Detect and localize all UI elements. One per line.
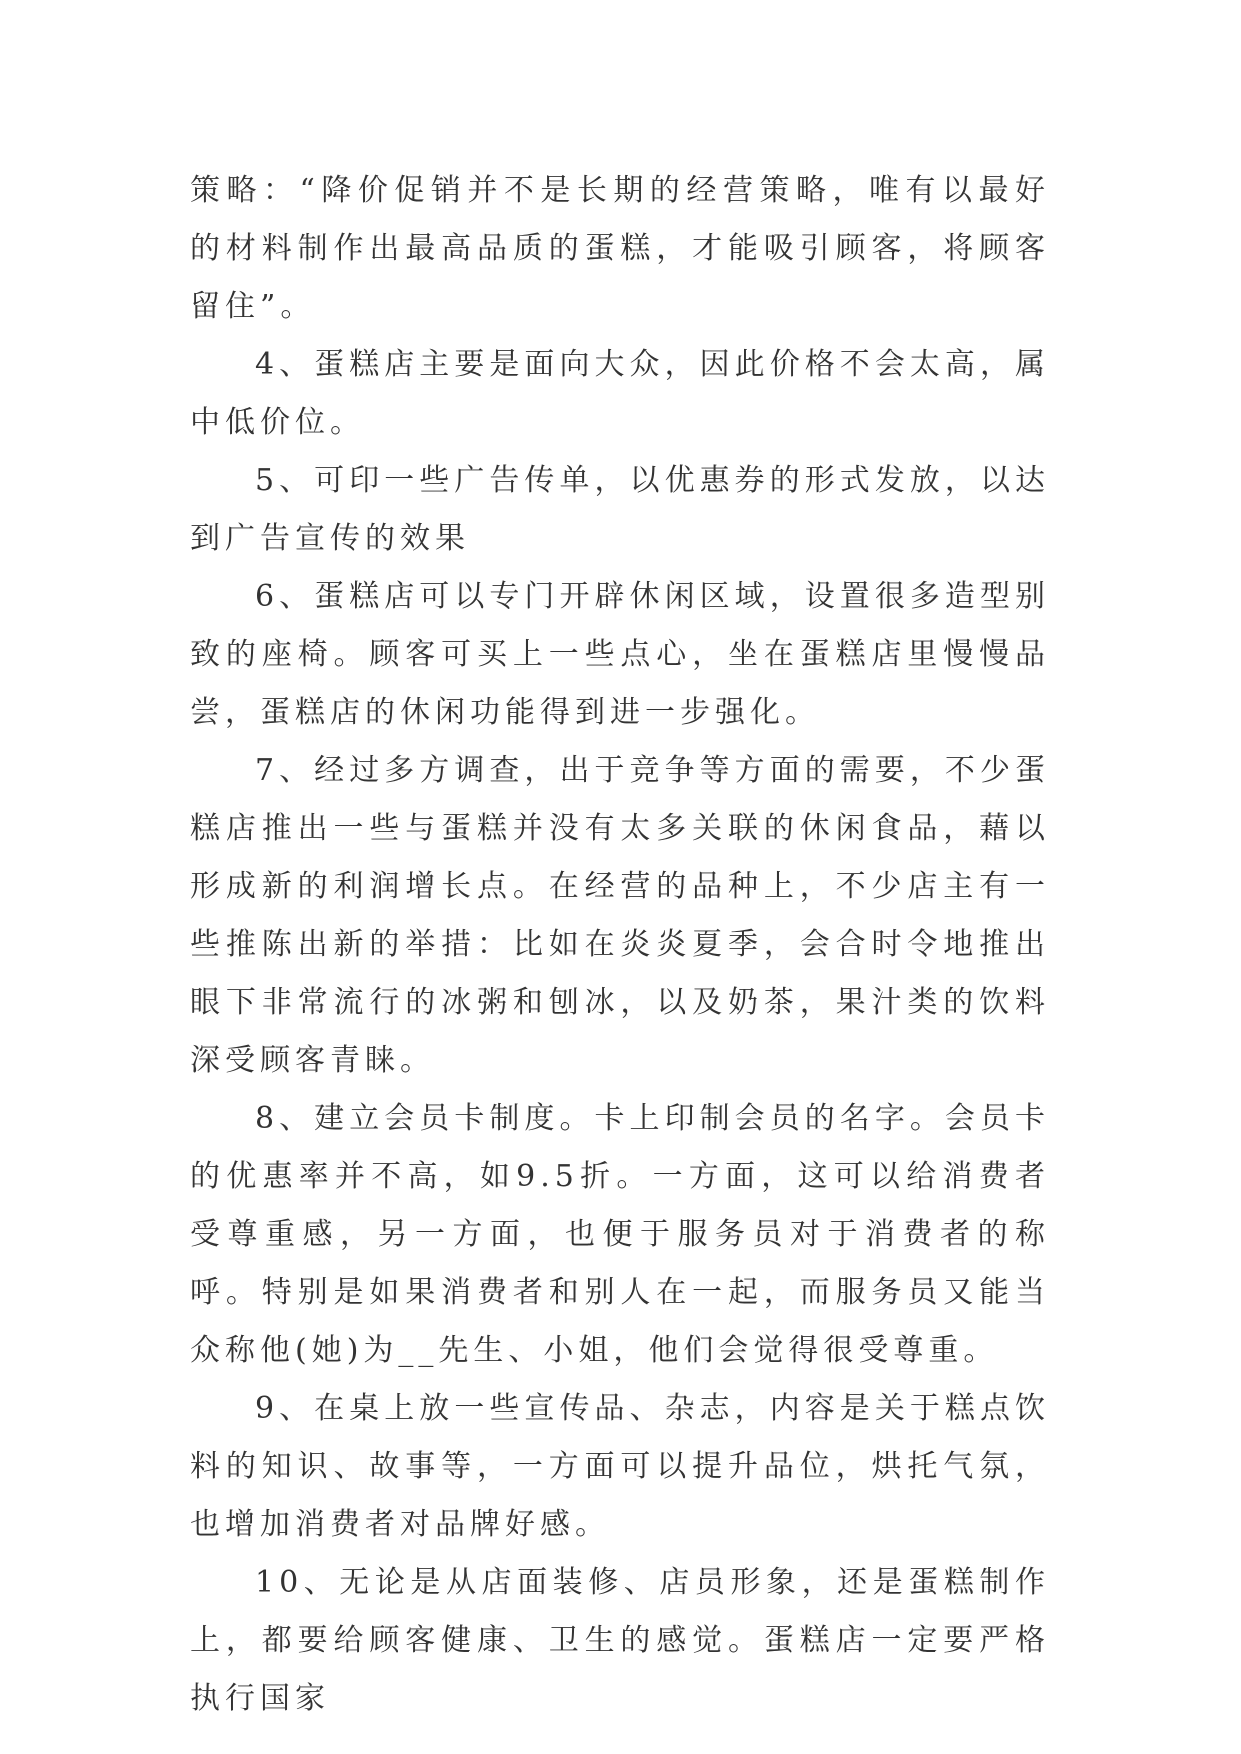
paragraph-item-8: 8、建立会员卡制度。卡上印制会员的名字。会员卡的优惠率并不高，如9.5折。一方面，这可以给消费者受尊重感，另一方面，也便于服务员对于消费者的称呼。特别是如果消费者和别人在一起，而服务员又能当众称他(她)为__先生、小姐，他们会觉得很受尊重。 [190,1101,1050,1368]
paragraph-item-6: 6、蛋糕店可以专门开辟休闲区域，设置很多造型别致的座椅。顾客可买上一些点心，坐在蛋糕店里慢慢品尝，蛋糕店的休闲功能得到进一步强化。 [190,579,1050,730]
paragraph-item-10: 10、无论是从店面装修、店员形象，还是蛋糕制作上，都要给顾客健康、卫生的感觉。蛋糕店一定要严格执行国家 [190,1565,1050,1716]
document-body [190,162,1050,1728]
paragraph-item-9: 9、在桌上放一些宣传品、杂志，内容是关于糕点饮料的知识、故事等，一方面可以提升品位，烘托气氛，也增加消费者对品牌好感。 [190,1391,1050,1542]
paragraph-item-4: 4、蛋糕店主要是面向大众，因此价格不会太高，属中低价位。 [190,347,1050,440]
paragraph-item-5: 5、可印一些广告传单，以优惠券的形式发放，以达到广告宣传的效果 [190,463,1050,556]
paragraph-continued: 策略：“降价促销并不是长期的经营策略，唯有以最好的材料制作出最高品质的蛋糕，才能吸引顾客，将顾客留住”。 [190,173,1050,324]
paragraph-item-7: 7、经过多方调查，出于竞争等方面的需要，不少蛋糕店推出一些与蛋糕并没有太多关联的休闲食品，藉以形成新的利润增长点。在经营的品种上，不少店主有一些推陈出新的举措：比如在炎炎夏季，会合时令地推出眼下非常流行的冰粥和刨冰，以及奶茶，果汁类的饮料深受顾客青睐。 [190,753,1050,1078]
